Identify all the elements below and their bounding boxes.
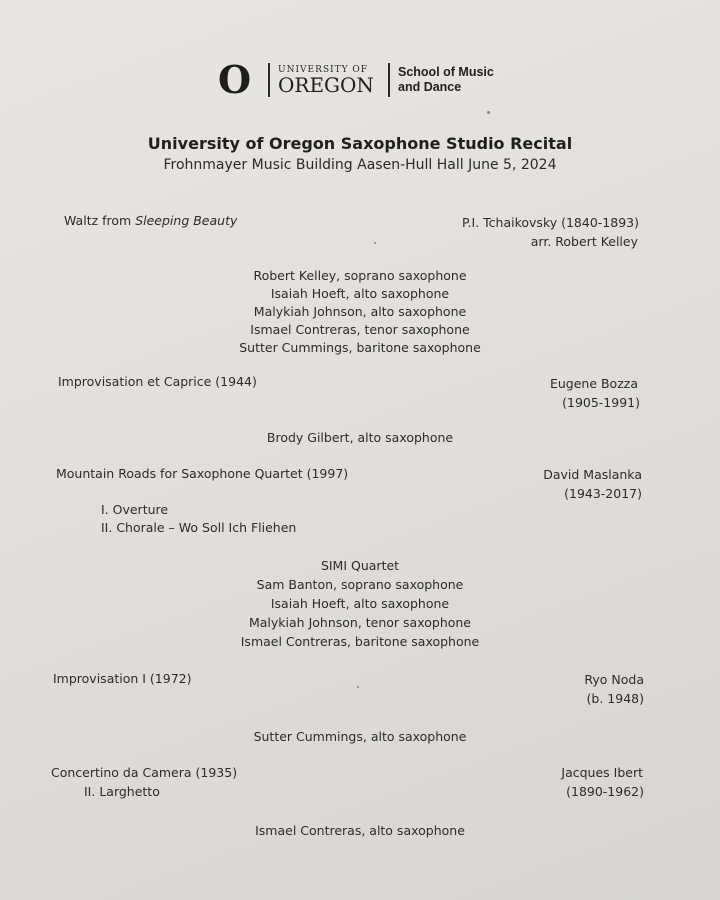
performer: Isaiah Hoeft, alto saxophone	[270, 596, 450, 611]
piece-composer: Jacques Ibert	[561, 765, 643, 780]
logo-school-name	[398, 65, 494, 95]
performer: Malykiah Johnson, alto saxophone	[253, 304, 467, 319]
logo-university-of: UNIVERSITY OF	[278, 65, 369, 75]
movement: II. Larghetto	[84, 784, 160, 799]
piece-title-prefix: Waltz from	[64, 213, 136, 228]
paper-speck	[487, 111, 490, 114]
paper-speck	[374, 242, 376, 244]
piece-title: Mountain Roads for Saxophone Quartet (1997)	[56, 466, 349, 481]
performer: Ismael Contreras, alto saxophone	[255, 823, 465, 838]
performer: Ismael Contreras, tenor saxophone	[250, 322, 470, 337]
piece-title: Improvisation I (1972)	[53, 671, 192, 686]
logo-school-line-1: School of Music	[398, 65, 494, 79]
performer: Brody Gilbert, alto saxophone	[266, 430, 454, 445]
ensemble-name: SIMI Quartet	[320, 558, 400, 573]
logo-divider	[268, 63, 270, 97]
logo-oregon-wordmark: OREGON	[278, 73, 374, 97]
piece-composer-dates: (b. 1948)	[586, 691, 644, 706]
piece-title: Improvisation et Caprice (1944)	[58, 374, 257, 389]
performer: Malykiah Johnson, tenor saxophone	[248, 615, 471, 630]
program-subtitle: Frohnmayer Music Building Aasen-Hull Hall June 5, 2024	[163, 157, 557, 173]
program-title: University of Oregon Saxophone Studio Recital	[147, 134, 573, 153]
performer: Isaiah Hoeft, alto saxophone	[270, 286, 450, 301]
piece-arranger: arr. Robert Kelley	[530, 234, 638, 249]
piece-composer: David Maslanka	[543, 467, 642, 482]
performer: Ismael Contreras, baritone saxophone	[240, 634, 480, 649]
movement: I. Overture	[101, 502, 169, 517]
piece-title-italic: Sleeping Beauty	[135, 213, 238, 228]
oregon-o-logo-mark: O	[218, 57, 252, 102]
logo-divider	[388, 63, 390, 97]
piece-composer-dates: (1905-1991)	[562, 395, 640, 410]
performer: Sutter Cummings, alto saxophone	[253, 729, 467, 744]
performer: Sam Banton, soprano saxophone	[256, 577, 464, 592]
piece-composer-dates: (1943-2017)	[564, 486, 642, 501]
piece-title: Concertino da Camera (1935)	[51, 765, 238, 780]
piece-composer: Eugene Bozza	[549, 376, 638, 391]
performer: Robert Kelley, soprano saxophone	[253, 268, 467, 283]
performer: Sutter Cummings, baritone saxophone	[239, 340, 481, 355]
paper-speck	[357, 686, 359, 688]
piece-title	[64, 213, 237, 228]
movement: II. Chorale – Wo Soll Ich Fliehen	[101, 520, 297, 535]
piece-composer-dates: (1890-1962)	[566, 784, 644, 799]
logo-school-line-2: and Dance	[398, 80, 462, 94]
piece-composer: P.I. Tchaikovsky (1840-1893)	[461, 215, 639, 230]
piece-composer: Ryo Noda	[584, 672, 644, 687]
